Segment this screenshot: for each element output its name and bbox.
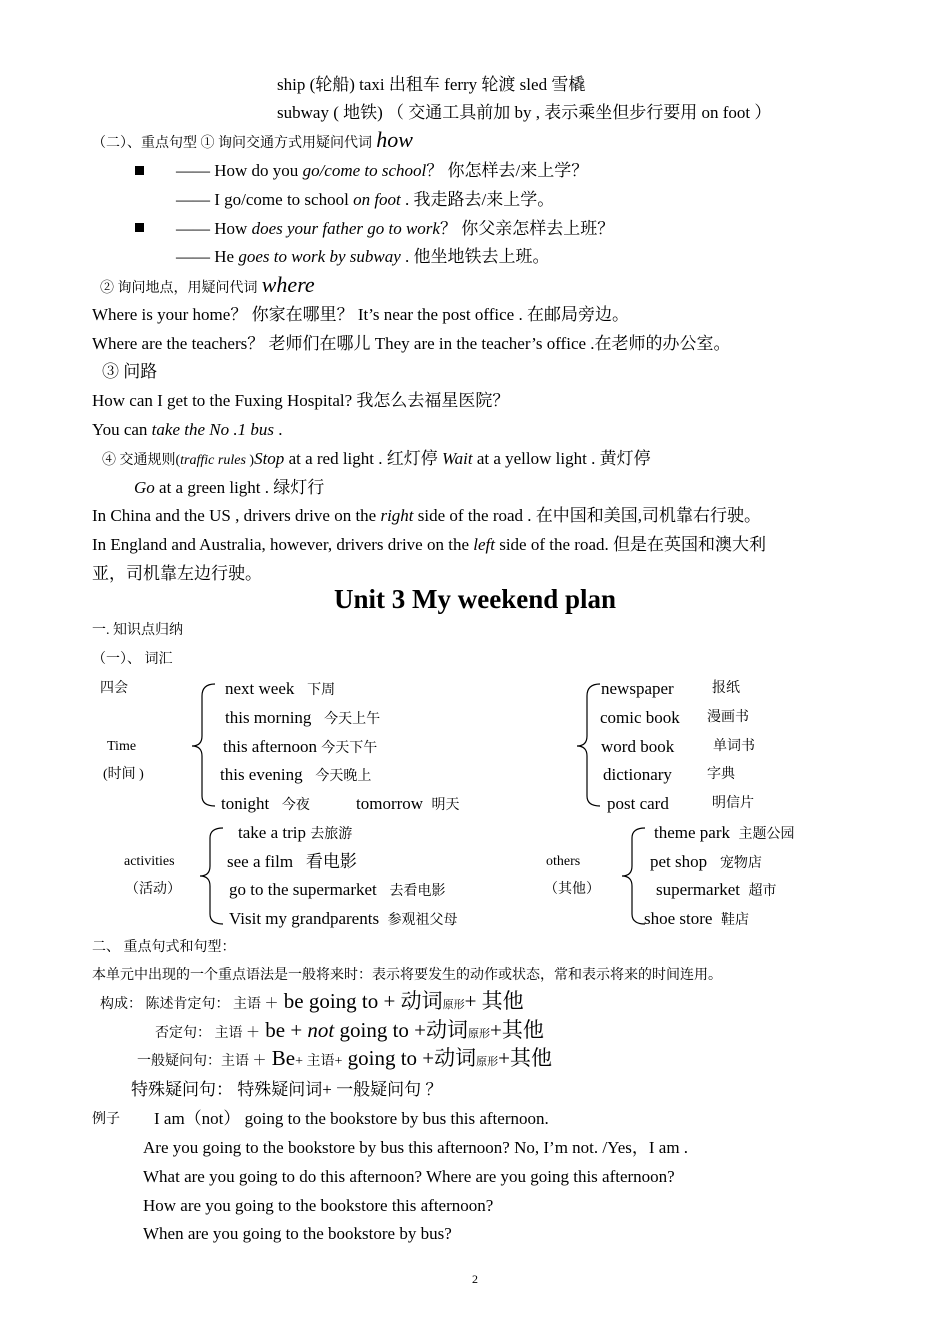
tomorrow-en: tomorrow	[356, 794, 424, 813]
other-item-2-en: pet shop	[650, 852, 708, 871]
other-item-3-cn: 超市	[748, 884, 777, 899]
time-item-5	[221, 793, 310, 817]
formula-question	[137, 1047, 552, 1073]
activity-item-2-cn: 看电影	[305, 852, 357, 871]
time-label-cn: (时间 )	[103, 767, 144, 782]
f1-end: + 其他	[464, 989, 524, 1013]
example-1: I am（not） going to the bookstore by bus this afternoon.	[154, 1109, 549, 1128]
rules-e: at a yellow light . 黄灯停	[472, 449, 651, 468]
eng-it: left	[473, 535, 495, 554]
directions-answer	[92, 419, 282, 441]
others-label-en: others	[546, 854, 581, 869]
china-line	[92, 505, 761, 527]
activity-item-3-en: go to the supermarket	[229, 880, 377, 899]
where-heading	[100, 274, 315, 300]
time-item-5-cn: 今夜	[281, 798, 310, 813]
a1-b: on foot	[353, 190, 401, 209]
example-3: What are you going to do this afternoon? Where are you going this afternoon?	[143, 1167, 675, 1186]
other-item-2	[650, 851, 762, 875]
rules-b: traffic rules	[180, 453, 246, 468]
f1-sub: 原形	[442, 999, 465, 1011]
activity-item-1	[238, 822, 352, 846]
section-1-heading: 一. 知识点归纳	[92, 623, 183, 638]
go-rest: at a green light . 绿灯行	[154, 478, 325, 497]
question-2	[176, 218, 614, 240]
activity-item-1-cn: 去旅游	[310, 827, 353, 842]
time-item-1-en: next week	[225, 679, 295, 698]
where-line-2: Where are the teachers？ 老师们在哪儿 They are in the teacher’s office .在老师的办公室。	[92, 334, 731, 353]
rules-stop: Stop	[254, 449, 285, 468]
green-light-line	[134, 477, 324, 499]
bullet-1	[135, 166, 144, 175]
dir-a-pre: You can	[92, 420, 152, 439]
a1-c: . 我走路去/来上学。	[400, 190, 555, 209]
activity-item-4	[229, 908, 458, 932]
activity-item-2	[227, 851, 357, 873]
time-item-1-cn: 下周	[307, 683, 336, 698]
traffic-rules-line	[102, 448, 651, 472]
four-skills-label: 四会	[100, 681, 128, 696]
time-item-4-en: this evening	[220, 765, 303, 784]
england-line	[92, 534, 766, 556]
f2-pre: 否定句： 主语 ＋	[155, 1026, 260, 1041]
a2-b: goes to work by subway	[238, 247, 401, 266]
transport-line-2: subway ( 地铁) （ 交通工具前加 by , 表示乘坐但步行要用 on foot ）	[277, 103, 772, 122]
book-item-1-en: newspaper	[601, 679, 674, 698]
book-item-3-en: word book	[601, 737, 675, 756]
other-item-3-en: supermarket	[656, 880, 741, 899]
activities-label-en: activities	[124, 854, 175, 869]
activities-label-cn: （活动）	[125, 882, 181, 897]
unit-title: Unit 3 My weekend plan	[333, 584, 617, 614]
other-item-2-cn: 宠物店	[719, 856, 762, 871]
time-item-5-en: tonight	[221, 794, 270, 813]
time-item-2	[225, 707, 380, 731]
rules-d: at a red light . 红灯停	[284, 449, 443, 468]
f2-sub: 原形	[468, 1028, 491, 1040]
other-item-1	[654, 822, 795, 846]
time-item-tomorrow	[356, 793, 460, 817]
examples-label: 例子	[92, 1112, 120, 1127]
formula-affirmative	[100, 990, 524, 1016]
time-brace	[190, 680, 220, 810]
f3-b: going to +动词	[342, 1046, 477, 1070]
f1-pre: 构成： 陈述肯定句： 主语 ＋	[100, 997, 279, 1012]
where-line-1: Where is your home？ 你家在哪里？ It’s near the post office . 在邮局旁边。	[92, 305, 629, 324]
example-5: When are you going to the bookstore by bus?	[143, 1224, 452, 1243]
example-2: Are you going to the bookstore by bus this afternoon? No, I’m not. /Yes，I am .	[143, 1138, 689, 1157]
others-label-cn: （其他）	[544, 882, 600, 897]
patterns-heading	[92, 129, 413, 155]
grammar-note: 本单元中出现的一个重点语法是一般将来时：表示将要发生的动作或状态，常和表示将来的时间连用。	[92, 968, 722, 983]
activity-item-4-cn: 参观祖父母	[387, 913, 458, 928]
vocab-heading: （一）、 词汇	[92, 652, 173, 667]
tomorrow-cn: 明天	[431, 798, 460, 813]
f3-pre: 一般疑问句：主语 ＋	[137, 1054, 267, 1069]
dir-a-it: take the No .1 bus	[151, 420, 274, 439]
other-item-4	[644, 908, 749, 932]
patterns-heading-text: （二）、重点句型 ① 询问交通方式用疑问代词	[92, 136, 372, 151]
example-4: How are you going to the bookstore this afternoon?	[143, 1196, 494, 1215]
q1-a: —— How do you	[176, 161, 303, 180]
book-item-2-en: comic book	[600, 708, 680, 727]
formula-wh-question: 特殊疑问句： 特殊疑问词+ 一般疑问句 ？	[131, 1080, 443, 1099]
bullet-2	[135, 223, 144, 232]
q1-b: go/come to school	[302, 161, 427, 180]
where-heading-word: where	[261, 272, 315, 297]
where-heading-text: ② 询问地点，用疑问代词	[100, 281, 258, 296]
eng-b: side of the road. 但是在英国和澳大利	[494, 535, 766, 554]
question-1	[176, 160, 588, 182]
china-a: In China and the US , drivers drive on the	[92, 506, 381, 525]
book-item-2-cn: 漫画书	[707, 710, 749, 725]
f3-sub: 原形	[476, 1056, 499, 1068]
q2-c: ？ 你父亲怎样去上班？	[439, 219, 615, 238]
transport-line-1: ship (轮船) taxi 出租车 ferry 轮渡 sled 雪橇	[277, 75, 586, 94]
time-item-3	[223, 736, 377, 760]
rules-wait: Wait	[442, 449, 473, 468]
rules-c: )	[245, 453, 255, 468]
time-item-2-cn: 今天上午	[324, 712, 381, 727]
england-line-cont: 亚，司机靠左边行驶。	[92, 564, 262, 583]
section-2-heading: 二、 重点句式和句型：	[92, 940, 236, 955]
other-item-1-cn: 主题公园	[738, 827, 795, 842]
f2-not: not	[307, 1018, 335, 1042]
book-item-1-cn: 报纸	[712, 681, 740, 696]
time-item-4-cn: 今天晚上	[315, 769, 372, 784]
go-it: Go	[134, 478, 155, 497]
book-item-5-en: post card	[607, 794, 669, 813]
directions-question: How can I get to the Fuxing Hospital? 我怎么去福星医院？	[92, 391, 510, 410]
other-item-4-en: shoe store	[644, 909, 713, 928]
other-item-3	[656, 879, 777, 903]
f2-end: +其他	[490, 1018, 544, 1042]
china-b: side of the road . 在中国和美国,司机靠右行驶。	[413, 506, 762, 525]
eng-a: In England and Australia, however, drivers drive on the	[92, 535, 474, 554]
f2-a: be +	[260, 1018, 308, 1042]
answer-1	[176, 189, 554, 211]
f1-main: be going to + 动词	[278, 989, 443, 1013]
time-item-3-en: this afternoon	[223, 737, 317, 756]
a2-a: —— He	[176, 247, 239, 266]
activity-item-3	[229, 879, 446, 903]
time-item-1	[225, 678, 335, 702]
page-number: 2	[472, 1272, 478, 1286]
activity-item-2-en: see a film	[227, 852, 294, 871]
dir-a-post: .	[273, 420, 283, 439]
f2-b: going to +动词	[334, 1018, 469, 1042]
time-item-3-cn: 今天下午	[321, 741, 378, 756]
other-item-4-cn: 鞋店	[720, 913, 749, 928]
f3-a: Be	[266, 1046, 296, 1070]
a2-c: . 他坐地铁去上班。	[400, 247, 550, 266]
activity-item-3-cn: 去看电影	[389, 884, 446, 899]
q2-a: —— How	[176, 219, 252, 238]
time-label-en: Time	[107, 739, 137, 754]
a1-a: —— I go/come to school	[176, 190, 354, 209]
activity-item-4-en: Visit my grandparents	[229, 909, 380, 928]
answer-2	[176, 246, 550, 268]
book-item-5-cn: 明信片	[712, 796, 754, 811]
activity-item-1-en: take a trip	[238, 823, 306, 842]
directions-heading: ③ 问路	[102, 362, 158, 381]
china-it: right	[380, 506, 414, 525]
book-item-4-en: dictionary	[603, 765, 672, 784]
q1-c: ？ 你怎样去/来上学？	[426, 161, 589, 180]
f3-end: +其他	[498, 1046, 552, 1070]
activities-brace	[198, 824, 228, 928]
f3-mid: + 主语+	[295, 1054, 343, 1069]
formula-negative	[155, 1019, 544, 1045]
other-item-1-en: theme park	[654, 823, 730, 842]
rules-a: ④ 交通规则(	[102, 453, 181, 468]
patterns-heading-word: how	[376, 127, 413, 152]
time-item-2-en: this morning	[225, 708, 312, 727]
book-item-3-cn: 单词书	[713, 739, 755, 754]
q2-b: does your father go to work	[251, 219, 440, 238]
book-item-4-cn: 字典	[707, 767, 735, 782]
time-item-4	[220, 764, 371, 788]
